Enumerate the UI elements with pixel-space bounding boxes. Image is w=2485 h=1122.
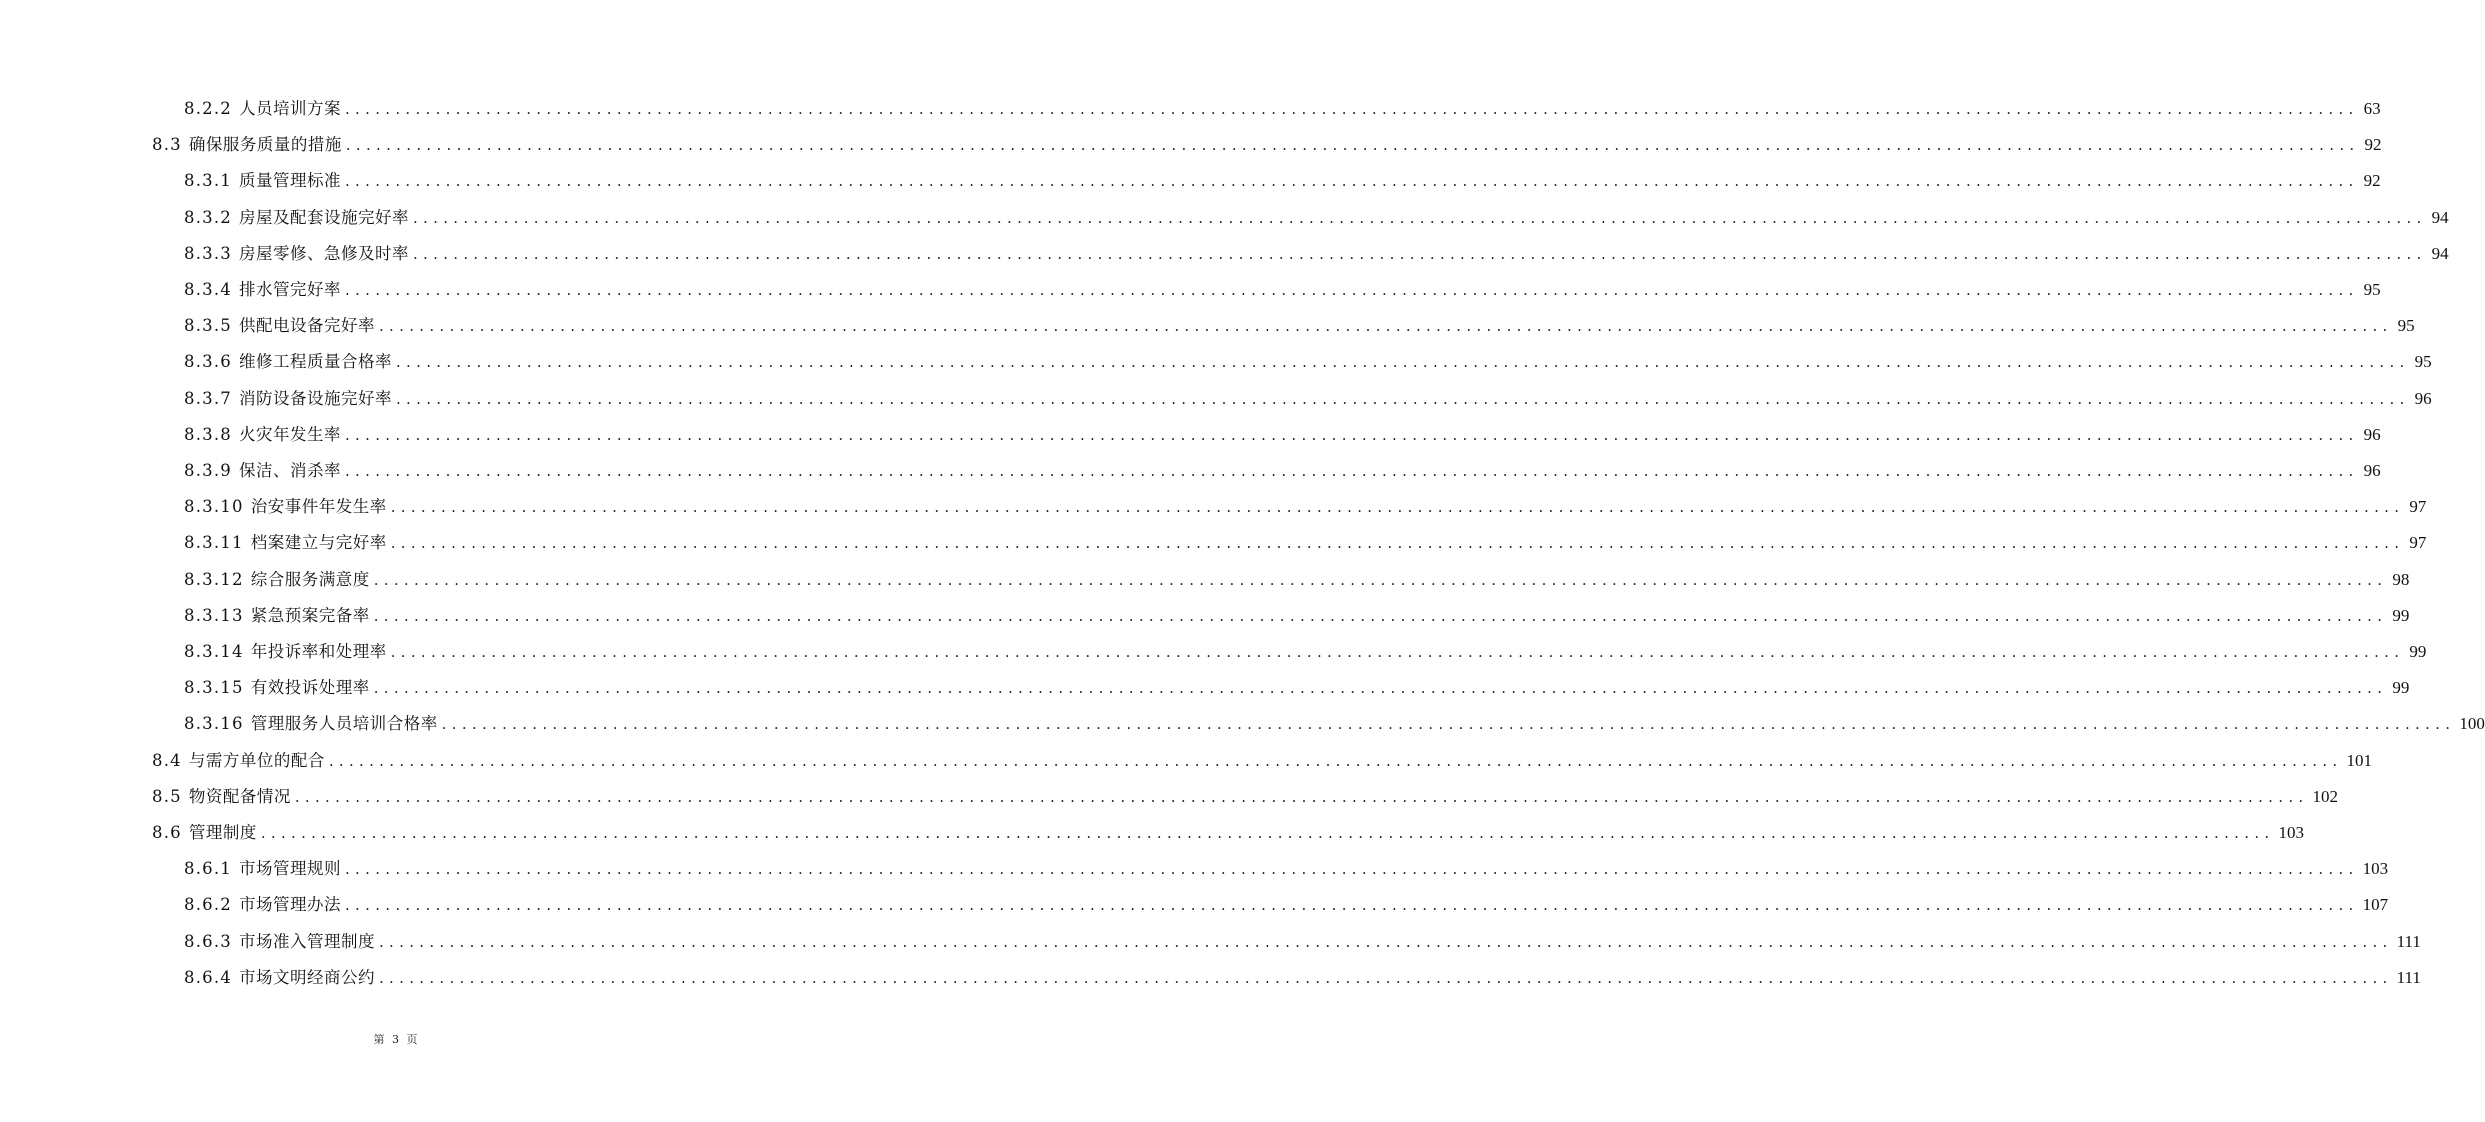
toc-entry-page-number: 94 <box>2431 243 2449 263</box>
toc-entry-number: 8.3.1 <box>184 171 232 191</box>
toc-dot-leader: ........................................................................................................................................................................................................ <box>395 389 2410 408</box>
toc-entry-title: 火灾年发生率 <box>238 424 341 444</box>
toc-dot-leader: ........................................................................................................................................................................................................ <box>344 425 2359 444</box>
toc-entry-title: 紧急预案完备率 <box>250 605 370 625</box>
toc-entry-title: 确保服务质量的措施 <box>188 135 342 155</box>
toc-entry-page-number: 99 <box>2409 642 2427 661</box>
toc-entry-page-number: 99 <box>2392 605 2410 625</box>
toc-entry-number: 8.3.16 <box>184 714 244 734</box>
toc-entry[interactable] <box>184 91 2381 127</box>
toc-entry[interactable] <box>184 634 2427 670</box>
toc-entry-page-number: 95 <box>2363 280 2381 299</box>
toc-entry-page-number: 100 <box>2459 714 2485 734</box>
toc-dot-leader: ........................................................................................................................................................................................................ <box>441 715 2456 734</box>
toc-entry-page-number: 111 <box>2396 967 2421 987</box>
toc-dot-leader: ........................................................................................................................................................................................................ <box>373 679 2388 698</box>
toc-entry-page-number: 99 <box>2392 678 2410 698</box>
toc-entry-number: 8.3.4 <box>184 280 232 299</box>
toc-entry-number: 8.3 <box>152 135 182 155</box>
toc-entry[interactable] <box>152 779 2338 815</box>
toc-dot-leader: ........................................................................................................................................................................................................ <box>344 462 2359 480</box>
toc-entry-number: 8.3.7 <box>184 388 232 408</box>
toc-entry-title: 年投诉率和处理率 <box>250 642 387 661</box>
toc-entry-number: 8.3.9 <box>184 461 232 480</box>
toc-entry-number: 8.3.6 <box>184 352 232 372</box>
toc-entry[interactable] <box>184 851 2389 887</box>
toc-entry-number: 8.3.14 <box>184 642 244 661</box>
toc-entry-page-number: 96 <box>2363 424 2381 444</box>
toc-entry-title: 市场文明经商公约 <box>238 967 375 987</box>
toc-entry-page-number: 63 <box>2363 99 2381 118</box>
toc-entry-number: 8.5 <box>152 786 182 806</box>
toc-entry-page-number: 107 <box>2362 895 2389 915</box>
toc-entry[interactable] <box>184 308 2415 344</box>
toc-entry[interactable] <box>184 887 2389 923</box>
toc-dot-leader: ........................................................................................................................................................................................................ <box>390 534 2405 553</box>
toc-entry-page-number: 97 <box>2409 533 2427 553</box>
toc-entry-title: 供配电设备完好率 <box>238 316 375 336</box>
toc-entry-title: 市场管理规则 <box>238 859 341 879</box>
toc-entry-number: 8.3.15 <box>184 678 244 698</box>
toc-dot-leader: ........................................................................................................................................................................................................ <box>373 570 2388 589</box>
toc-entry[interactable] <box>184 598 2410 634</box>
toc-entry-title: 综合服务满意度 <box>250 569 370 589</box>
toc-dot-leader: ........................................................................................................................................................................................................ <box>395 353 2410 372</box>
toc-entry-title: 保洁、消杀率 <box>238 461 341 480</box>
toc-entry[interactable] <box>184 489 2427 525</box>
toc-entry-number: 8.6 <box>152 823 182 842</box>
toc-entry[interactable] <box>184 381 2432 417</box>
toc-entry-title: 人员培训方案 <box>238 99 341 118</box>
toc-entry-page-number: 92 <box>2363 171 2381 191</box>
toc-entry-title: 房屋零修、急修及时率 <box>238 243 409 263</box>
toc-entry-page-number: 92 <box>2364 135 2382 155</box>
toc-entry[interactable] <box>184 163 2381 199</box>
toc-entry-title: 房屋及配套设施完好率 <box>238 207 409 227</box>
toc-dot-leader: ........................................................................................................................................................................................................ <box>390 643 2405 661</box>
toc-entry-title: 管理服务人员培训合格率 <box>250 714 438 734</box>
toc-entry-page-number: 95 <box>2397 316 2415 336</box>
toc-entry-page-number: 95 <box>2414 352 2432 372</box>
toc-dot-leader: ........................................................................................................................................................................................................ <box>390 498 2405 517</box>
toc-entry[interactable] <box>184 417 2381 453</box>
toc-entry[interactable] <box>184 562 2410 598</box>
toc-entry[interactable] <box>184 960 2421 996</box>
toc-dot-leader: ........................................................................................................................................................................................................ <box>294 787 2309 806</box>
toc-dot-leader: ........................................................................................................................................................................................................ <box>344 860 2359 879</box>
toc-dot-leader: ........................................................................................................................................................................................................ <box>345 136 2360 155</box>
toc-entry-page-number: 96 <box>2414 388 2432 408</box>
toc-entry-number: 8.3.5 <box>184 316 232 336</box>
toc-entry-page-number: 101 <box>2346 750 2372 770</box>
toc-entry[interactable] <box>184 706 2485 742</box>
toc-entry-page-number: 102 <box>2312 786 2338 806</box>
toc-entry-title: 档案建立与完好率 <box>250 533 387 553</box>
toc-entry-title: 市场管理办法 <box>238 895 341 915</box>
toc-entry-page-number: 94 <box>2431 207 2449 227</box>
toc-entry[interactable] <box>184 924 2421 960</box>
toc-entry-title: 管理制度 <box>188 823 257 842</box>
toc-entry[interactable] <box>184 200 2449 236</box>
toc-dot-leader: ........................................................................................................................................................................................................ <box>412 244 2427 263</box>
toc-entry-title: 治安事件年发生率 <box>250 497 387 517</box>
toc-dot-leader: ........................................................................................................................................................................................................ <box>328 751 2343 770</box>
toc-entry-number: 8.3.10 <box>184 497 244 517</box>
toc-entry[interactable] <box>184 670 2410 706</box>
toc-entry-title: 消防设备设施完好率 <box>238 388 392 408</box>
toc-entry-title: 维修工程质量合格率 <box>238 352 392 372</box>
toc-entry[interactable] <box>152 743 2372 779</box>
toc-entry-page-number: 96 <box>2363 461 2381 480</box>
toc-dot-leader: ........................................................................................................................................................................................................ <box>412 208 2427 227</box>
toc-entry-page-number: 97 <box>2409 497 2427 517</box>
toc-entry-number: 8.4 <box>152 750 182 770</box>
toc-dot-leader: ........................................................................................................................................................................................................ <box>378 932 2393 951</box>
toc-entry[interactable] <box>184 525 2427 561</box>
toc-dot-leader: ........................................................................................................................................................................................................ <box>344 100 2359 118</box>
toc-entry-title: 排水管完好率 <box>238 280 341 299</box>
page-footer <box>0 1031 793 1047</box>
toc-entry-page-number: 111 <box>2396 931 2421 951</box>
toc-entry-number: 8.2.2 <box>184 99 232 118</box>
toc-entry-number: 8.6.3 <box>184 931 232 951</box>
page-number-label: 第 3 页 <box>373 1033 420 1046</box>
toc-entry-number: 8.3.12 <box>184 569 244 589</box>
toc-dot-leader: ........................................................................................................................................................................................................ <box>378 968 2393 987</box>
toc-entry-number: 8.3.8 <box>184 424 232 444</box>
toc-entry-number: 8.3.13 <box>184 605 244 625</box>
toc-entry-title: 物资配备情况 <box>188 786 291 806</box>
toc-dot-leader: ........................................................................................................................................................................................................ <box>260 824 2275 842</box>
toc-entry-title: 市场准入管理制度 <box>238 931 375 951</box>
toc-entry-number: 8.6.1 <box>184 859 232 879</box>
toc-entry-title: 有效投诉处理率 <box>250 678 370 698</box>
toc-entry-page-number: 98 <box>2392 569 2410 589</box>
toc-entry[interactable] <box>184 272 2381 308</box>
toc-entry-number: 8.3.2 <box>184 207 232 227</box>
toc-entry[interactable] <box>152 127 2382 163</box>
toc-entry[interactable] <box>184 453 2381 489</box>
toc-dot-leader: ........................................................................................................................................................................................................ <box>344 172 2359 191</box>
toc-dot-leader: ........................................................................................................................................................................................................ <box>378 317 2393 336</box>
toc-entry-page-number: 103 <box>2278 823 2304 842</box>
toc-entry[interactable] <box>184 236 2449 272</box>
toc-entry-title: 质量管理标准 <box>238 171 341 191</box>
toc-dot-leader: ........................................................................................................................................................................................................ <box>344 281 2359 299</box>
toc-dot-leader: ........................................................................................................................................................................................................ <box>344 896 2359 915</box>
toc-entry-number: 8.3.3 <box>184 243 232 263</box>
toc-entry[interactable] <box>152 815 2304 851</box>
toc-entry-number: 8.3.11 <box>184 533 244 553</box>
toc-entry-number: 8.6.4 <box>184 967 232 987</box>
toc-entry[interactable] <box>184 344 2432 380</box>
toc-entry-page-number: 103 <box>2362 859 2389 879</box>
toc-dot-leader: ........................................................................................................................................................................................................ <box>373 606 2388 625</box>
toc-entry-number: 8.6.2 <box>184 895 232 915</box>
toc-entry-title: 与需方单位的配合 <box>188 750 325 770</box>
